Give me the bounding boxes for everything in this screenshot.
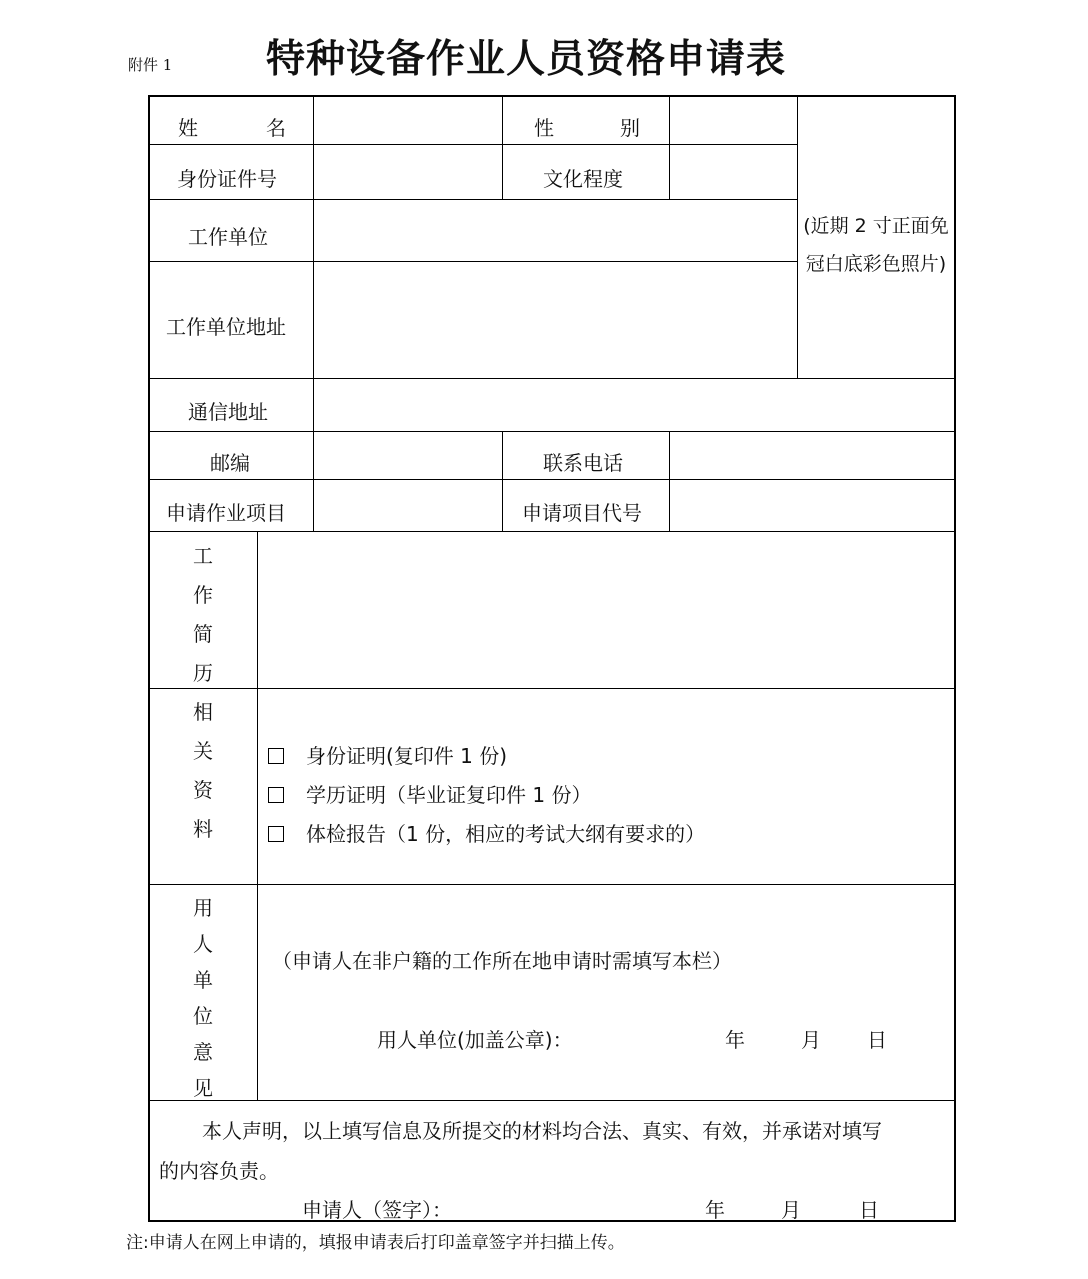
mailing-address-label: 通信地址 [188,400,268,424]
gender-input[interactable] [671,97,796,143]
gender-char-1: 性 [534,116,554,140]
attachment-label: 附件 1 [128,56,173,74]
education-label: 文化程度 [543,167,623,191]
employer-input[interactable] [315,201,796,260]
documents-label: 相 关 资 料 [193,700,213,841]
employer-date-year: 年 [725,1028,745,1052]
postcode-input[interactable] [315,433,501,478]
photo-placeholder: (近期 2 寸正面免冠白底彩色照片) [803,215,949,275]
phone-input[interactable] [671,433,955,478]
work-history-input[interactable] [259,533,955,687]
document-item-medical[interactable] [268,818,705,847]
name-char-2: 名 [266,116,286,140]
document-item-id[interactable] [268,740,507,769]
employer-opinion-note: （申请人在非户籍的工作所在地申请时需填写本栏） [272,949,732,973]
checkbox-medical[interactable] [268,826,284,842]
document-item-education[interactable] [268,779,591,808]
signer-label: 申请人（签字）： [302,1198,452,1222]
employer-address-input[interactable] [315,263,796,377]
project-label: 申请作业项目 [166,501,286,525]
postcode-label: 邮编 [210,451,250,475]
gender-label [534,112,640,141]
page-title: 特种设备作业人员资格申请表 [266,37,787,82]
project-code-label: 申请项目代号 [522,501,642,525]
checkbox-education[interactable] [268,787,284,803]
declaration-date [705,1194,879,1223]
project-input[interactable] [315,481,501,530]
declaration-date-year: 年 [705,1198,725,1222]
phone-label: 联系电话 [543,451,623,475]
employer-opinion-label: 用 人 单 位 意 见 [193,896,213,1100]
employer-date-day: 日 [867,1028,887,1052]
project-code-input[interactable] [671,481,955,530]
employer-date-month: 月 [801,1028,821,1052]
mailing-address-input[interactable] [315,380,955,430]
checkbox-id[interactable] [268,748,284,764]
employer-seal-label: 用人单位(加盖公章)： [377,1028,573,1052]
name-char-1: 姓 [178,116,198,140]
education-input[interactable] [671,146,796,198]
id-number-input[interactable] [315,146,501,198]
declaration-date-month: 月 [781,1198,801,1222]
name-input[interactable] [315,97,501,143]
work-history-label: 工 作 简 历 [193,544,213,685]
id-number-label: 身份证件号 [177,167,277,191]
employer-label: 工作单位 [188,225,268,249]
document-medical-text: 体检报告（1 份，相应的考试大纲有要求的） [306,822,706,846]
employer-address-label: 工作单位地址 [166,315,286,339]
employer-opinion-date [725,1024,887,1053]
gender-char-2: 别 [620,116,640,140]
declaration-date-day: 日 [859,1198,879,1222]
declaration-line-1: 本人声明，以上填写信息及所提交的材料均合法、真实、有效，并承诺对填写 [202,1119,882,1143]
footnote: 注:申请人在网上申请的，填报申请表后打印盖章签字并扫描上传。 [126,1233,625,1253]
declaration-line-2: 的内容负责。 [159,1159,279,1183]
document-education-text: 学历证明（毕业证复印件 1 份） [306,783,592,807]
name-label [178,112,286,141]
document-id-text: 身份证明(复印件 1 份) [306,744,508,768]
application-form-table [148,95,956,1222]
